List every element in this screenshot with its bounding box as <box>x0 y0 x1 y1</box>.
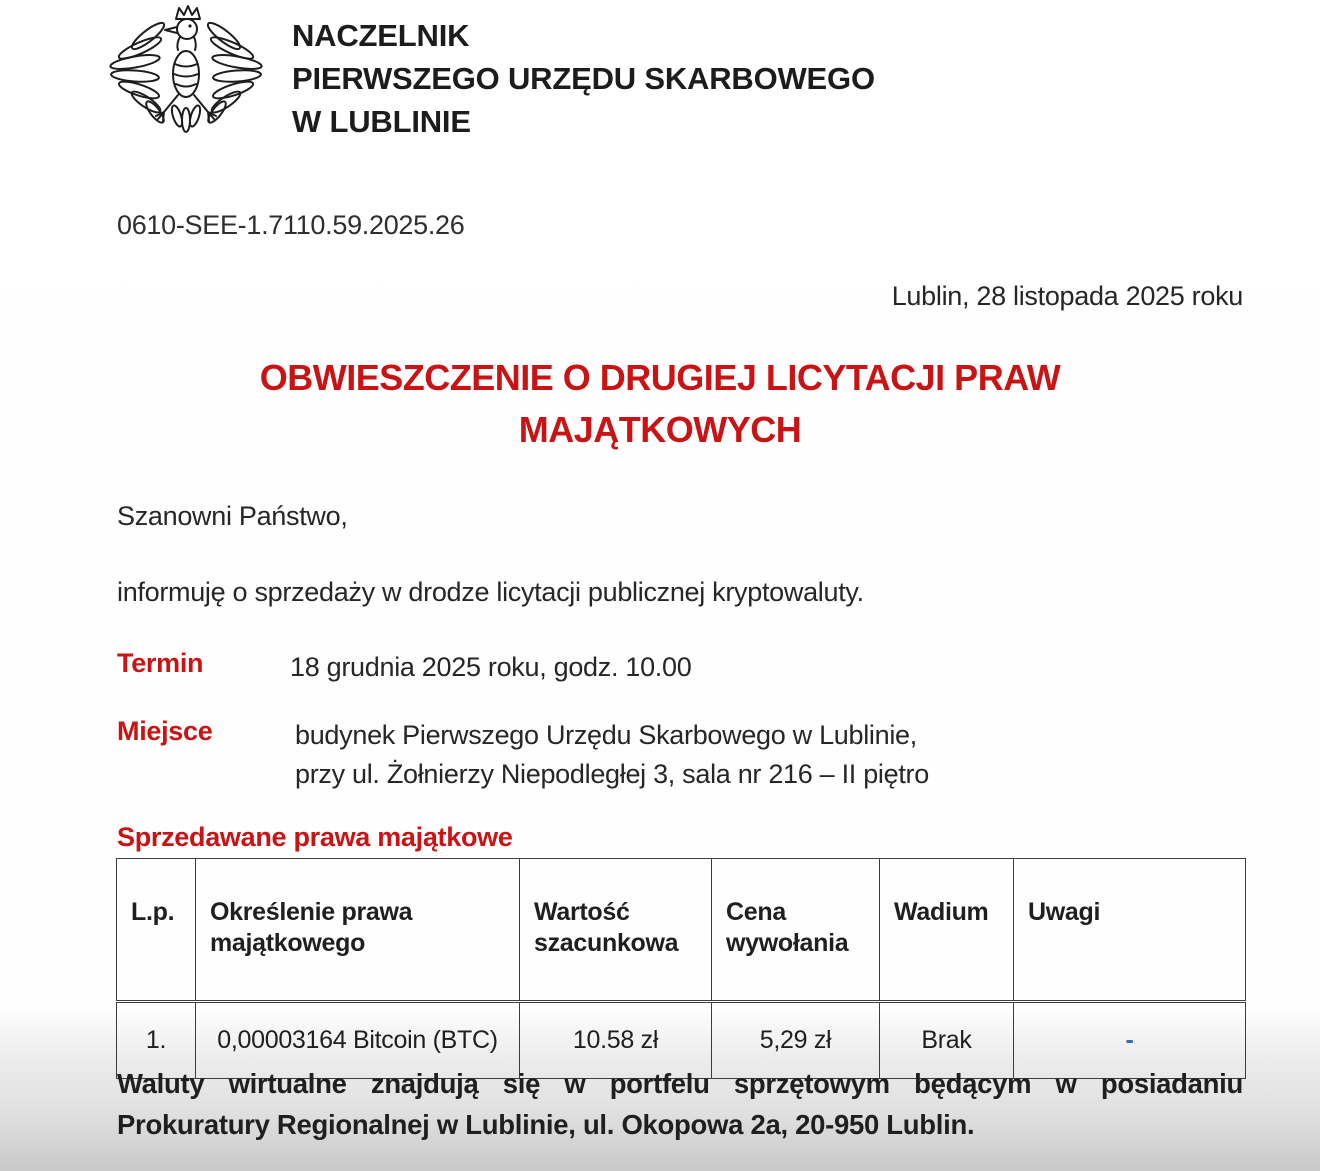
authority-line-1: NACZELNIK <box>292 18 470 53</box>
cell-uwagi: - <box>1014 1001 1246 1078</box>
column-header-uwagi: Uwagi <box>1014 859 1246 1002</box>
cell-wadium: Brak <box>880 1001 1014 1078</box>
column-header-cena: Cena wywołania <box>712 859 880 1002</box>
authority-line-2: PIERWSZEGO URZĘDU SKARBOWEGO <box>292 61 875 96</box>
footer-note <box>117 1063 1243 1145</box>
reference-number: 0610-SEE-1.7110.59.2025.26 <box>117 210 465 240</box>
miejsce-value-line-1: budynek Pierwszego Urzędu Skarbowego w Lublinie, <box>295 720 917 750</box>
coat-of-arms-eagle-icon <box>106 2 266 167</box>
termin-value: 18 grudnia 2025 roku, godz. 10.00 <box>290 652 692 682</box>
cell-lp: 1. <box>117 1001 196 1078</box>
document-title <box>97 352 1223 456</box>
salutation: Szanowni Państwo, <box>117 501 348 531</box>
document-title-line-1: OBWIESZCZENIE O DRUGIEJ LICYTACJI PRAW <box>259 357 1061 398</box>
table-header-row <box>117 859 1246 1002</box>
document-title-line-2: MAJĄTKOWYCH <box>518 409 802 450</box>
column-header-wadium: Wadium <box>880 859 1014 1002</box>
cell-wartosc: 10.58 zł <box>520 1001 712 1078</box>
column-header-lp: L.p. <box>117 859 196 1002</box>
place-and-date: Lublin, 28 listopada 2025 roku <box>891 281 1243 311</box>
authority-line-3: W LUBLINIE <box>292 104 471 139</box>
cell-okreslenie: 0,00003164 Bitcoin (BTC) <box>196 1001 520 1078</box>
auction-items-table <box>116 858 1246 1079</box>
table-section-title: Sprzedawane prawa majątkowe <box>117 822 513 852</box>
cell-cena: 5,29 zł <box>712 1001 880 1078</box>
intro-paragraph: informuję o sprzedaży w drodze licytacji publicznej kryptowaluty. <box>117 577 864 607</box>
footer-line-1: Waluty wirtualne znajdują się w portfelu sprzętowym będącym w posiadaniu <box>117 1068 1243 1099</box>
miejsce-label: Miejsce <box>117 716 213 746</box>
column-header-okreslenie: Określenie prawa majątkowego <box>196 859 520 1002</box>
termin-label: Termin <box>117 648 204 678</box>
miejsce-value-line-2: przy ul. Żołnierzy Niepodległej 3, sala nr 216 – II piętro <box>295 759 929 789</box>
column-header-wartosc: Wartość szacunkowa <box>520 859 712 1002</box>
miejsce-value <box>295 716 929 794</box>
footer-line-2: Prokuratury Regionalnej w Lublinie, ul. Okopowa 2a, 20-950 Lublin. <box>117 1109 975 1140</box>
issuing-authority <box>292 14 875 143</box>
